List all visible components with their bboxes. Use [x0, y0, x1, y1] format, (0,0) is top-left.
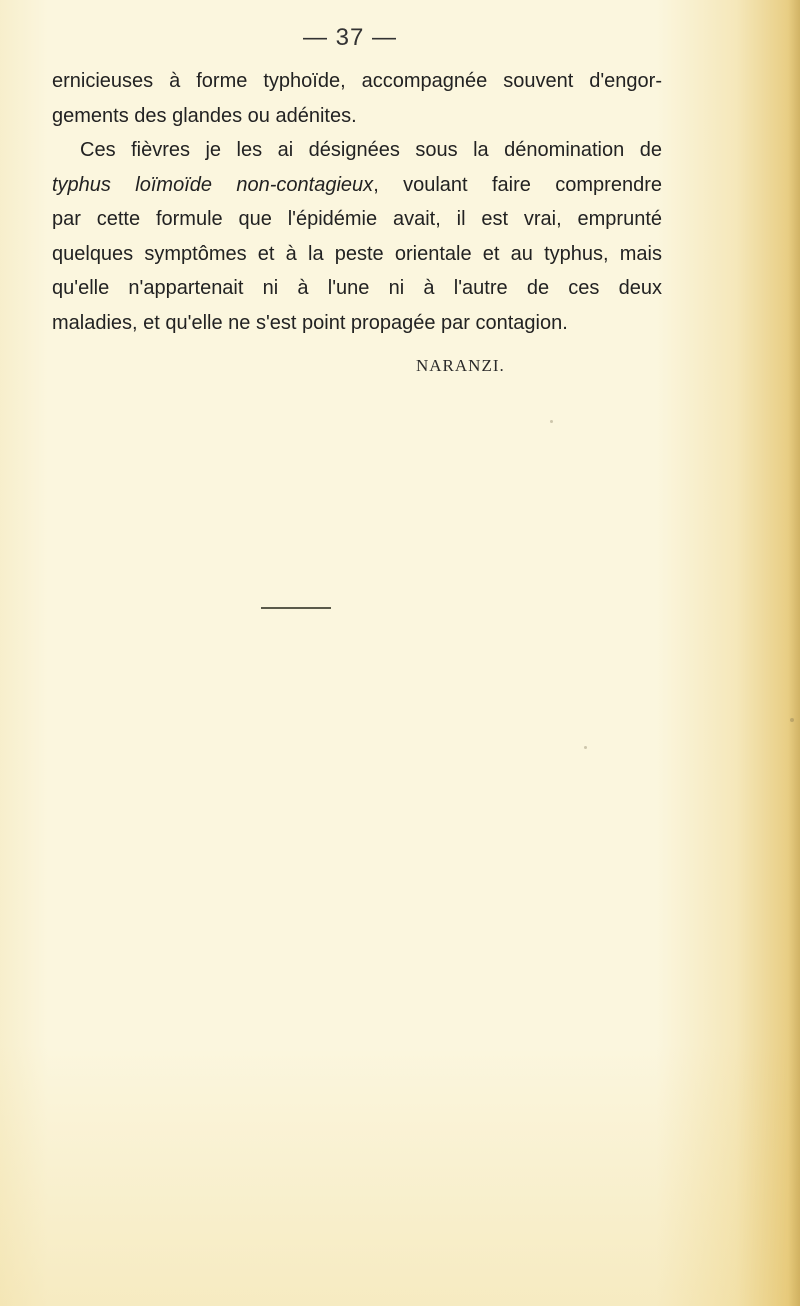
paragraph-2-line-1	[52, 133, 662, 168]
page-number-header: — 37 —	[302, 24, 398, 51]
paragraph-2-line-1-text: Ces fièvres je les ai désignées sous la dénomination de	[80, 139, 662, 161]
horizontal-rule	[261, 607, 331, 609]
body-text	[52, 64, 662, 340]
italic-term-non-contagieux: non-contagieux	[236, 173, 374, 196]
paragraph-2-line-5: qu'elle n'appartenait ni à l'une ni à l'autre de ces deux	[52, 277, 662, 299]
author-signature: NARANZI.	[416, 356, 505, 375]
italic-term-typhus-loimoide: typhus loïmoïde	[52, 173, 213, 196]
paragraph-2-line-4: quelques symptômes et à la peste orientale et au typhus, mais	[52, 242, 662, 265]
page-edge-shadow	[788, 0, 800, 1306]
paragraph-2-line-2	[52, 168, 662, 203]
paper-speck	[584, 746, 587, 749]
paper-speck	[550, 420, 553, 423]
paragraph-2-line-6: maladies, et qu'elle ne s'est point propagée par contagion.	[52, 311, 568, 334]
paragraph-1-line-1: ernicieuses à forme typhoïde, accompagnée souvent d'engor-	[52, 70, 662, 92]
paragraph-2-line-3: par cette formule que l'épidémie avait, il est vrai, emprunté	[52, 208, 662, 230]
paragraph-2-line-2-rest: , voulant faire comprendre	[373, 173, 662, 196]
paragraph-1-line-2: gements des glandes ou adénites.	[52, 104, 357, 127]
